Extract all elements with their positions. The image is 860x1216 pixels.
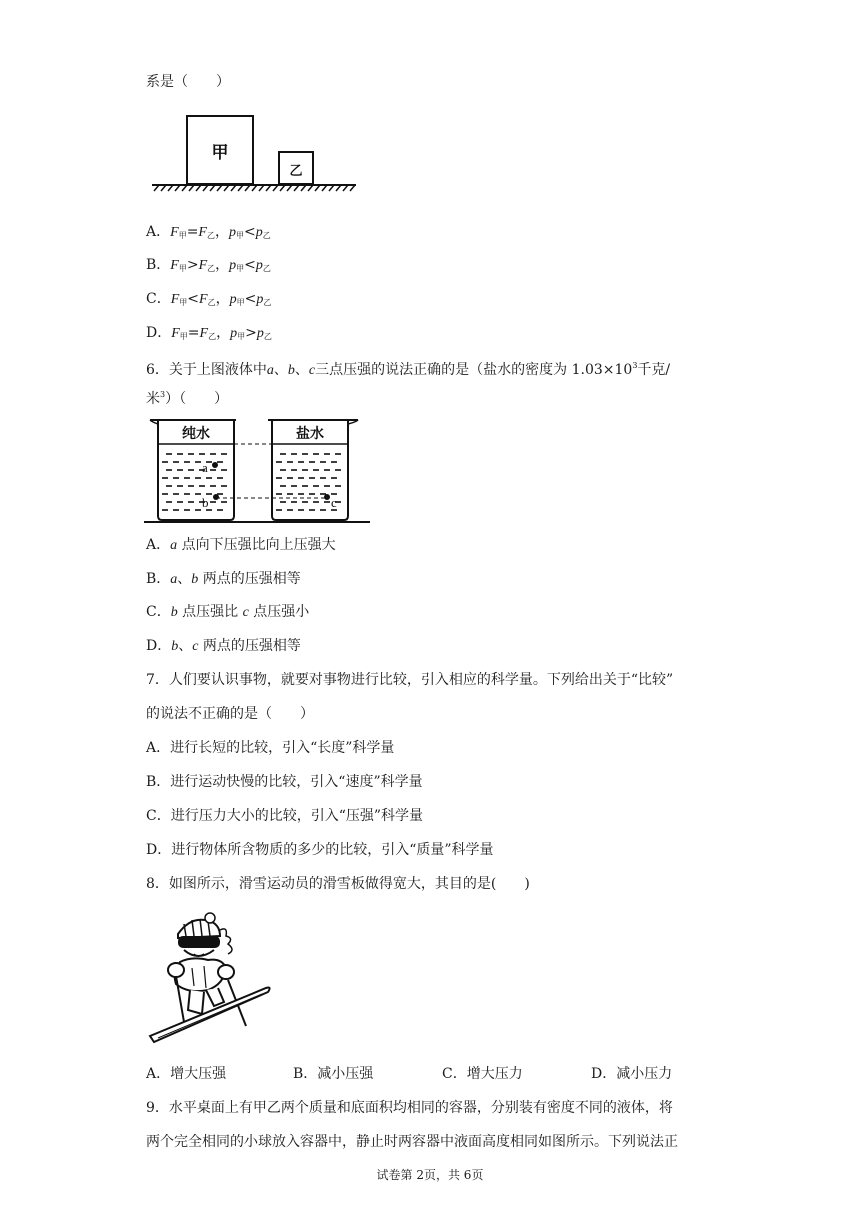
q7-stem-line2: 的说法不正确的是（ ） <box>146 706 314 722</box>
point-c-dot <box>324 494 330 500</box>
q6-option-d[interactable]: D．b、c 两点的压强相等 <box>146 638 301 654</box>
q6-option-a[interactable]: A．a 点向下压强比向上压强大 <box>146 537 336 553</box>
point-c-label: c <box>331 495 337 510</box>
q6-beakers-figure <box>144 414 370 526</box>
q7-option-b[interactable]: B．进行运动快慢的比较，引入“速度”科学量 <box>146 774 423 790</box>
q9-stem-line1: 9．水平桌面上有甲乙两个质量和底面积均相同的容器，分别装有密度不同的液体，将 <box>146 1100 673 1116</box>
q5-option-a[interactable]: A．$F_甲=F_乙$，$p_甲<p_乙$ <box>146 224 271 240</box>
beaker-left-label: 纯水 <box>182 426 210 442</box>
page-footer: 试卷第 2页，共 6页 <box>376 1168 484 1182</box>
point-a-label: a <box>202 460 208 475</box>
point-b-label: b <box>202 495 209 510</box>
q5-option-c[interactable]: C．$F_甲<F_乙$，$p_甲<p_乙$ <box>146 291 272 307</box>
beaker-right-label: 盐水 <box>296 426 324 442</box>
point-a-dot <box>212 462 218 468</box>
q8-option-b[interactable]: B．减小压强 <box>293 1066 374 1082</box>
q5-blocks-figure <box>152 112 358 194</box>
q7-stem-line1: 7．人们要认识事物，就要对事物进行比较，引入相应的科学量。下列给出关于“比较” <box>146 672 674 688</box>
q6-option-b[interactable]: B．a、b 两点的压强相等 <box>146 571 301 587</box>
block-yi-label: 乙 <box>289 164 303 179</box>
q8-option-c[interactable]: C．增大压力 <box>442 1066 523 1082</box>
q7-option-a[interactable]: A．进行长短的比较，引入“长度”科学量 <box>146 740 395 756</box>
q8-skier-figure <box>148 910 272 1044</box>
q6-stem-line1: 6．关于上图液体中a、b、c三点压强的说法正确的是（盐水的密度为 $1.03\times 10^3$千克/ <box>146 361 671 378</box>
q5-option-b[interactable]: B．$F_甲>F_乙$，$p_甲<p_乙$ <box>146 257 271 273</box>
q5-option-d[interactable]: D．$F_甲=F_乙$，$p_甲>p_乙$ <box>146 325 272 341</box>
q6-stem-line2: 米$^3$）（ ） <box>146 390 229 407</box>
point-b-dot <box>213 494 219 500</box>
q6-option-c[interactable]: C．b 点压强比 c 点压强小 <box>146 604 310 620</box>
q7-option-d[interactable]: D．进行物体所含物质的多少的比较，引入“质量”科学量 <box>146 842 494 858</box>
q7-option-c[interactable]: C．进行压力大小的比较，引入“压强”科学量 <box>146 808 424 824</box>
q8-option-d[interactable]: D．减小压力 <box>591 1066 673 1082</box>
block-jia-label: 甲 <box>211 143 229 163</box>
q8-option-a[interactable]: A．增大压强 <box>146 1066 227 1082</box>
q5-stem-tail: 系是（ ） <box>146 74 230 90</box>
q8-stem: 8．如图所示，滑雪运动员的滑雪板做得宽大，其目的是( ) <box>146 876 530 892</box>
q9-stem-line2: 两个完全相同的小球放入容器中，静止时两容器中液面高度相同如图所示。下列说法正 <box>146 1134 678 1150</box>
